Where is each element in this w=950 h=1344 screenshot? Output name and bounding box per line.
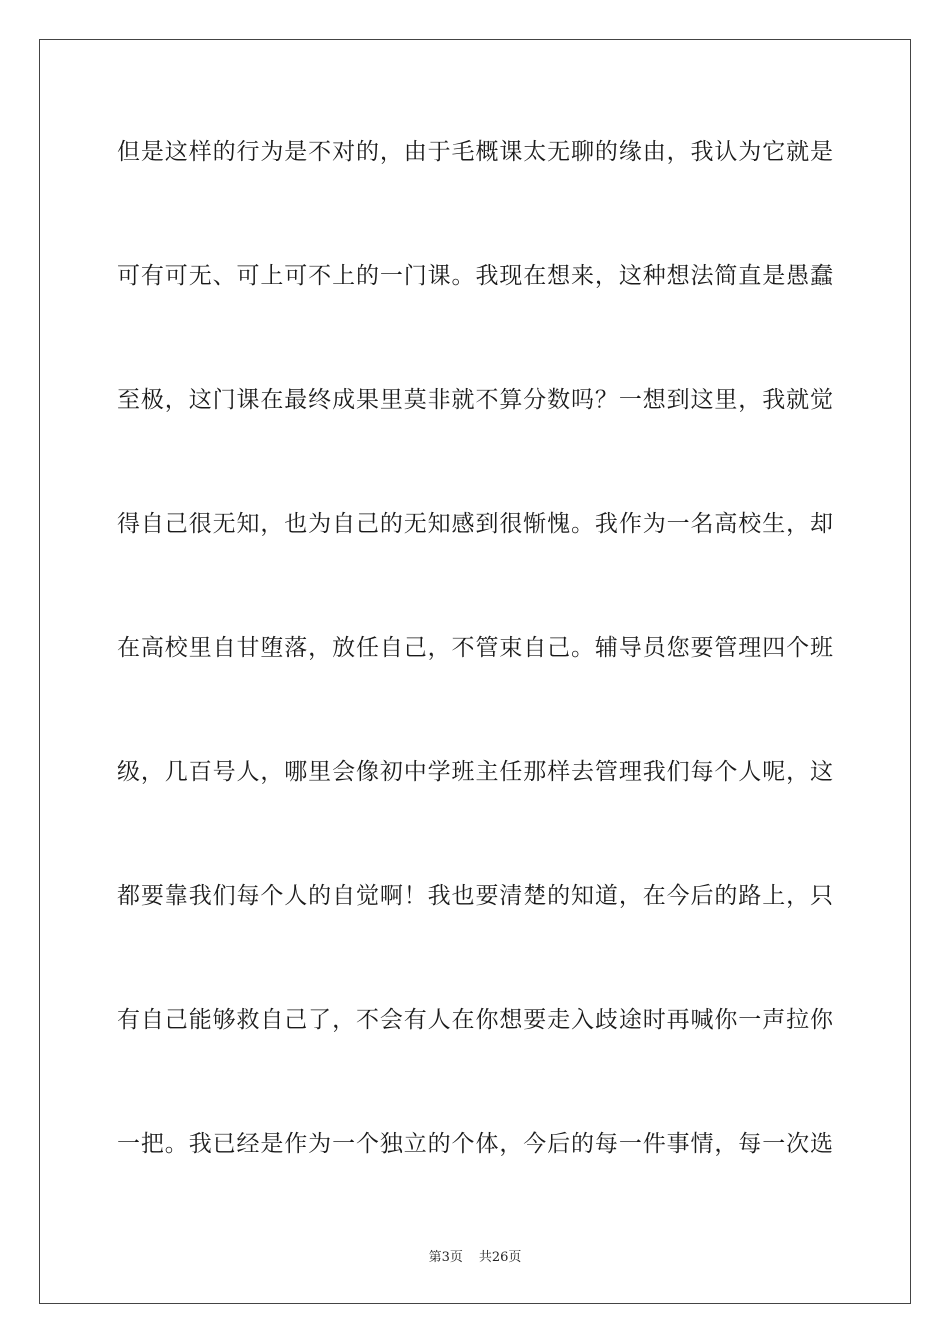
body-text-line-2: 可有可无、可上可不上的一门课。我现在想来，这种想法简直是愚蠢 — [117, 263, 833, 289]
body-text-line-9: 一把。我已经是作为一个独立的个体，今后的每一件事情，每一次选 — [117, 1131, 833, 1157]
current-page-number: 第3页 — [428, 1250, 463, 1265]
total-page-count: 共26页 — [478, 1250, 522, 1265]
body-text-line-3: 至极，这门课在最终成果里莫非就不算分数吗？一想到这里，我就觉 — [117, 387, 833, 413]
body-text-line-4: 得自己很无知，也为自己的无知感到很惭愧。我作为一名高校生，却 — [117, 511, 833, 537]
body-text-line-5: 在高校里自甘堕落，放任自己，不管束自己。辅导员您要管理四个班 — [117, 635, 833, 661]
body-text-line-1: 但是这样的行为是不对的，由于毛概课太无聊的缘由，我认为它就是 — [117, 139, 833, 165]
page-footer — [0, 1249, 950, 1267]
body-text-line-7: 都要靠我们每个人的自觉啊！我也要清楚的知道，在今后的路上，只 — [117, 883, 833, 909]
page-border — [39, 39, 911, 1304]
body-text-line-8: 有自己能够救自己了，不会有人在你想要走入歧途时再喊你一声拉你 — [117, 1007, 833, 1033]
body-text-line-6: 级，几百号人，哪里会像初中学班主任那样去管理我们每个人呢，这 — [117, 759, 833, 785]
